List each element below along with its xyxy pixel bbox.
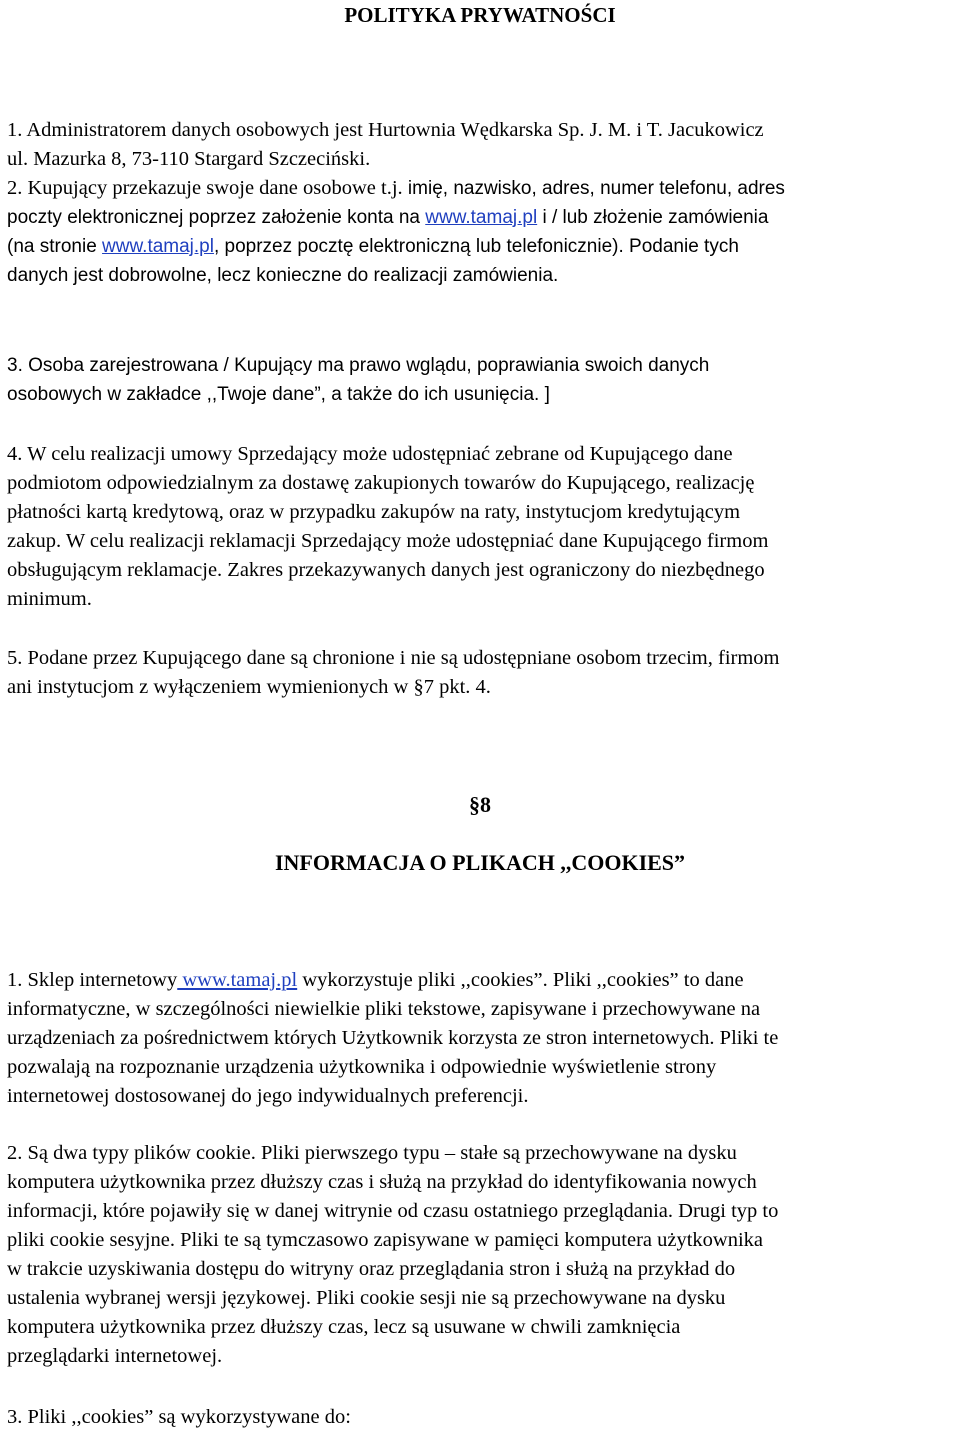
paragraph-4 <box>7 440 957 614</box>
paragraph-3-line-1: 3. Osoba zarejestrowana / Kupujący ma prawo wglądu, poprawiania swoich danych <box>7 355 710 376</box>
cookies-paragraph-2-line-4: pliki cookie sesyjne. Pliki te są tymczasowo zapisywane w pamięci komputera użytkownika <box>7 1229 764 1251</box>
paragraph-3 <box>7 351 957 409</box>
section-title: INFORMACJA O PLIKACH ,,COOKIES” <box>274 850 686 875</box>
paragraph-1 <box>7 116 957 174</box>
paragraph-4-line-3: płatności kartą kredytową, oraz w przypadku zakupów na raty, instytucjom kredytującym <box>7 501 741 523</box>
cookies-paragraph-1-line-2: informatyczne, w szczególności niewielkie pliki tekstowe, zapisywane i przechowywane na <box>7 998 761 1020</box>
paragraph-2-line-2 <box>7 203 957 232</box>
paragraph-4-line-2: podmiotom odpowiedzialnym za dostawę zakupionych towarów do Kupującego, realizację <box>7 472 755 494</box>
cookies-paragraph-1 <box>7 966 957 1111</box>
cookies-paragraph-2-line-2: komputera użytkownika przez dłuższy czas i służą na przykład do identyfikowania nowych <box>7 1171 757 1193</box>
paragraph-2-line-2-a: poczty elektronicznej poprzez założenie konta na <box>7 207 426 228</box>
paragraph-4-line-4: zakup. W celu realizacji reklamacji Sprzedający może udostępniać dane Kupującego firmom <box>7 530 769 552</box>
paragraph-4-line-5: obsługującym reklamacje. Zakres przekazywanych danych jest ograniczony do niezbędnego <box>7 559 765 581</box>
paragraph-4-line-6: minimum. <box>7 588 92 610</box>
cookies-paragraph-2 <box>7 1139 957 1371</box>
paragraph-5-line-2: ani instytucjom z wyłączeniem wymienionych w §7 pkt. 4. <box>7 676 491 698</box>
cookies-paragraph-2-line-7: komputera użytkownika przez dłuższy czas, lecz są usuwane w chwili zamknięcia <box>7 1316 681 1338</box>
cookies-paragraph-1-line-1 <box>7 966 957 995</box>
cookies-paragraph-2-line-5: w trakcie uzyskiwania dostępu do witryny oraz przeglądania stron i służą na przykład do <box>7 1258 736 1280</box>
paragraph-2-line-2-b: i / lub złożenie zamówienia <box>537 207 769 228</box>
document-title: POLITYKA PRYWATNOŚCI <box>344 3 616 27</box>
paragraph-5-line-1: 5. Podane przez Kupującego dane są chronione i nie są udostępniane osobom trzecim, firmom <box>7 647 780 669</box>
cookies-paragraph-1-line-5: internetowej dostosowanej do jego indywidualnych preferencji. <box>7 1085 529 1107</box>
paragraph-2-line-3-c: Podanie tych <box>623 236 739 257</box>
paragraph-5 <box>7 644 957 702</box>
paragraph-1-line-2: ul. Mazurka 8, 73-110 Stargard Szczeciński. <box>7 148 371 170</box>
section-number: §8 <box>469 792 491 817</box>
paragraph-2-line-3-a: (na stronie <box>7 236 103 257</box>
paragraph-2-line-3 <box>7 232 957 261</box>
cookies-paragraph-1-line-1-a: 1. Sklep internetowy <box>7 969 178 991</box>
cookies-paragraph-1-line-1-b: wykorzystuje pliki ,,cookies”. Pliki ,,cookies” to dane <box>297 969 744 991</box>
cookies-paragraph-1-line-4: pozwalają na rozpoznanie urządzenia użytkownika i odpowiednie wyświetlenie strony <box>7 1056 717 1078</box>
paragraph-1-line-1: 1. Administratorem danych osobowych jest Hurtownia Wędkarska Sp. J. M. i T. Jacukowicz <box>7 119 764 141</box>
paragraph-2-line-1 <box>7 174 957 203</box>
cookies-paragraph-2-line-1: 2. Są dwa typy plików cookie. Pliki pierwszego typu – stałe są przechowywane na dysku <box>7 1142 737 1164</box>
cookies-paragraph-2-line-8: przeglądarki internetowej. <box>7 1345 223 1367</box>
paragraph-3-line-2: osobowych w zakładce ,,Twoje dane”, a także do ich usunięcia. ] <box>7 384 550 405</box>
cookies-paragraph-3-line-1: 3. Pliki ,,cookies” są wykorzystywane do: <box>7 1406 351 1428</box>
paragraph-4-line-1: 4. W celu realizacji umowy Sprzedający może udostępniać zebrane od Kupującego dane <box>7 443 733 465</box>
cookies-paragraph-1-line-3: urządzeniach za pośrednictwem których Użytkownik korzysta ze stron internetowych. Pliki te <box>7 1027 779 1049</box>
cookies-paragraph-2-line-6: ustalenia wybranej wersji językowej. Pliki cookie sesji nie są przechowywane na dysku <box>7 1287 726 1309</box>
paragraph-2 <box>7 174 957 290</box>
paragraph-2-line-1-serif: 2. Kupujący przekazuje swoje dane osobowe t.j. <box>7 177 403 199</box>
cookies-paragraph-3 <box>7 1403 957 1432</box>
paragraph-2-line-3-b: , poprzez pocztę elektroniczną lub telefonicznie). <box>213 236 624 257</box>
paragraph-2-line-1-sans: imię, nazwisko, adres, numer telefonu, adres <box>402 178 785 199</box>
shop-link[interactable]: www.tamaj.pl <box>177 969 298 991</box>
shop-link[interactable]: www.tamaj.pl <box>102 236 214 257</box>
shop-link[interactable]: www.tamaj.pl <box>425 207 538 228</box>
cookies-paragraph-2-line-3: informacji, które pojawiły się w danej witrynie od czasu ostatniego przeglądania. Drugi typ to <box>7 1200 779 1222</box>
paragraph-2-line-4: danych jest dobrowolne, lecz konieczne do realizacji zamówienia. <box>7 265 559 286</box>
